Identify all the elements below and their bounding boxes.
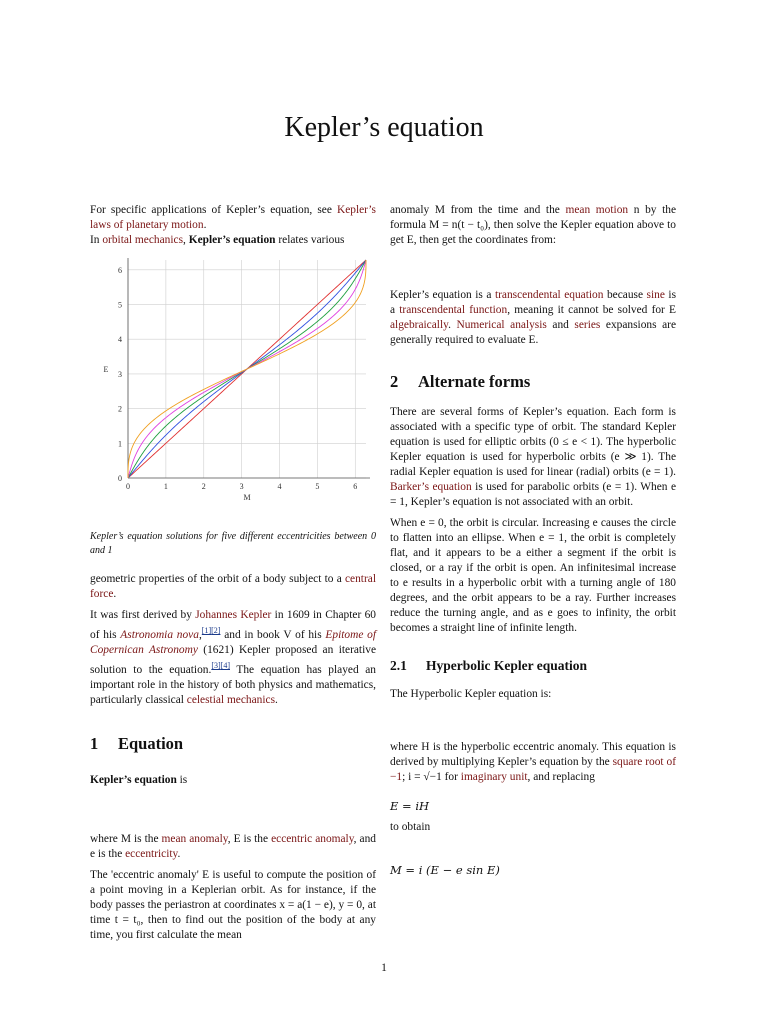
- intro-bold-term: Kepler’s equation: [188, 234, 276, 246]
- link-central-force[interactable]: central force: [90, 573, 376, 600]
- paragraph-eccentricity-effects: When e = 0, the orbit is circular. Increasing e causes the circle to flatten into an ellipse. When e = 1, the orbit is completely flat, and it appears to be a either a segment if the orbit is closed, or a ray if the orbit is open. An infinitesimal increase to e results in a hyperbolic orbit with a turning angle of 180 degrees, and the orbit appears to be a ray. Further increases reduce the turning angle, and as e goes to infinity, the orbit becomes a straight line of infinite length.: [390, 517, 676, 634]
- right-column: [390, 203, 676, 878]
- y-tick-label: 3: [118, 369, 122, 379]
- section-2-1-heading: 2.1 Hyperbolic Kepler equation: [390, 658, 587, 673]
- equation-m-hyperbolic: M = i (E − e sin E): [390, 863, 500, 877]
- x-axis-label: M: [243, 493, 251, 502]
- y-axis-label: E: [103, 365, 109, 374]
- link-square-root[interactable]: square root of −1: [390, 756, 676, 783]
- link-epitome[interactable]: Epitome of Copernican Astronomy: [90, 628, 376, 656]
- text-to-obtain: to obtain: [390, 821, 431, 833]
- x-tick-label: 1: [163, 482, 168, 491]
- x-tick-label: 2: [201, 482, 206, 491]
- paragraph-mean-motion: anomaly M from the time and the mean motion n by the formula M = n(t − t₀), then solve the Kepler equation above to get E, then get the coordinates from:: [390, 204, 677, 246]
- link-algebraically[interactable]: algebraically: [390, 319, 449, 331]
- paragraph-hyperbolic-intro: The Hyperbolic Kepler equation is:: [390, 688, 552, 700]
- x-tick-label: 4: [277, 482, 282, 491]
- figure-caption: Kepler’s equation solutions for five different eccentricities between 0 and 1: [90, 531, 376, 556]
- link-johannes-kepler[interactable]: Johannes Kepler: [195, 609, 272, 621]
- link-astronomia-nova[interactable]: Astronomia nova: [120, 628, 199, 641]
- equation-intro: Kepler’s equation is: [90, 773, 188, 786]
- x-tick-label: 5: [315, 482, 320, 491]
- kepler-solutions-chart: [90, 254, 376, 524]
- ref-2[interactable]: [2]: [211, 626, 221, 635]
- ref-4[interactable]: [4]: [220, 660, 230, 670]
- page-title: Kepler’s equation: [284, 112, 484, 143]
- x-tick-label: 6: [353, 482, 358, 491]
- y-tick-label: 2: [118, 404, 122, 414]
- equation-e-ih: E = iH: [390, 799, 430, 813]
- y-tick-label: 6: [118, 265, 122, 275]
- link-mean-anomaly[interactable]: mean anomaly: [161, 832, 228, 845]
- link-keplers-laws[interactable]: Kepler’s laws of planetary motion: [90, 204, 376, 231]
- paragraph-hyperbolic-derivation: where H is the hyperbolic eccentric anomaly. This equation is derived by multiplying Kepler’s equation by the square root of −1; i = √−1 for imaginary unit, and replacing: [390, 741, 676, 783]
- section-2-heading: 2 Alternate forms: [390, 372, 531, 391]
- y-tick-label: 1: [118, 439, 122, 449]
- x-tick-label: 0: [126, 482, 130, 491]
- link-eccentricity[interactable]: eccentricity: [125, 847, 178, 860]
- y-tick-label: 4: [118, 335, 122, 345]
- link-celestial-mechanics[interactable]: celestial mechanics: [186, 693, 276, 706]
- intro-note: For specific applications of Kepler’s equation, see Kepler’s laws of planetary motion.: [90, 204, 376, 231]
- paragraph-transcendental: Kepler’s equation is a transcendental equation because sine is a transcendental function, meaning it cannot be solved for E algebraically. Numerical analysis and series expansions are generally required to evaluate E.: [390, 289, 677, 346]
- y-tick-label: 0: [118, 474, 122, 483]
- link-series[interactable]: series: [574, 319, 601, 331]
- link-eccentric-anomaly[interactable]: eccentric anomaly: [271, 832, 354, 845]
- ref-3[interactable]: [3]: [211, 660, 221, 670]
- paragraph-forms: There are several forms of Kepler’s equation. Each form is associated with a specific type of orbit. The standard Kepler equation is used for elliptic orbits (0 ≤ e < 1). The hyperbolic Kepler equation is used for hyperbolic orbits (e ≫ 1). The radial Kepler equation is used for linear (radial) orbits (e = 1). Barker’s equation is used for parabolic orbits (e = 1). When e = 1, Kepler’s equation is not associated with an orbit.: [390, 406, 676, 508]
- paragraph-central-force: geometric properties of the orbit of a body subject to a central force.: [90, 573, 376, 600]
- link-numerical-analysis[interactable]: Numerical analysis: [456, 319, 547, 331]
- link-transcendental-function[interactable]: transcendental function: [399, 304, 508, 316]
- link-transcendental-equation[interactable]: transcendental equation: [494, 289, 604, 301]
- intro-sentence: In orbital mechanics, Kepler’s equation relates various: [90, 234, 345, 246]
- y-tick-label: 5: [118, 300, 122, 310]
- link-sine[interactable]: sine: [646, 289, 665, 301]
- link-mean-motion[interactable]: mean motion: [565, 204, 629, 216]
- ref-1[interactable]: [1]: [201, 626, 212, 635]
- link-imaginary-unit[interactable]: imaginary unit: [460, 771, 528, 783]
- paragraph-definitions: where M is the mean anomaly, E is the eccentric anomaly, and e is the eccentricity.: [90, 832, 376, 860]
- link-orbital-mechanics[interactable]: orbital mechanics: [102, 234, 183, 246]
- left-column: [90, 203, 376, 943]
- section-1-heading: 1 Equation: [90, 733, 184, 753]
- link-barkers-equation[interactable]: Barker’s equation: [390, 481, 472, 493]
- x-tick-label: 3: [239, 482, 244, 491]
- paragraph-eccentric-anomaly: The 'eccentric anomaly' E is useful to compute the position of a point moving in a Keplerian orbit. As for instance, if the body passes the periastron at coordinates x = a(1 − e), y = 0, at time t = t₀, then to find out the position of the body at any time, you first calculate the mean: [90, 868, 376, 941]
- page-number: 1: [381, 962, 387, 974]
- paragraph-history: It was first derived by Johannes Kepler in 1609 in Chapter 60 of his Astronomia nova,[1][2] and in book V of his Epitome of Copernican Astronomy (1621) Kepler proposed an iterative solution to the equation.[3][4] The equation has played an important role in the history of both physics and mathematics, particularly classical celestial mechanics.: [90, 609, 377, 706]
